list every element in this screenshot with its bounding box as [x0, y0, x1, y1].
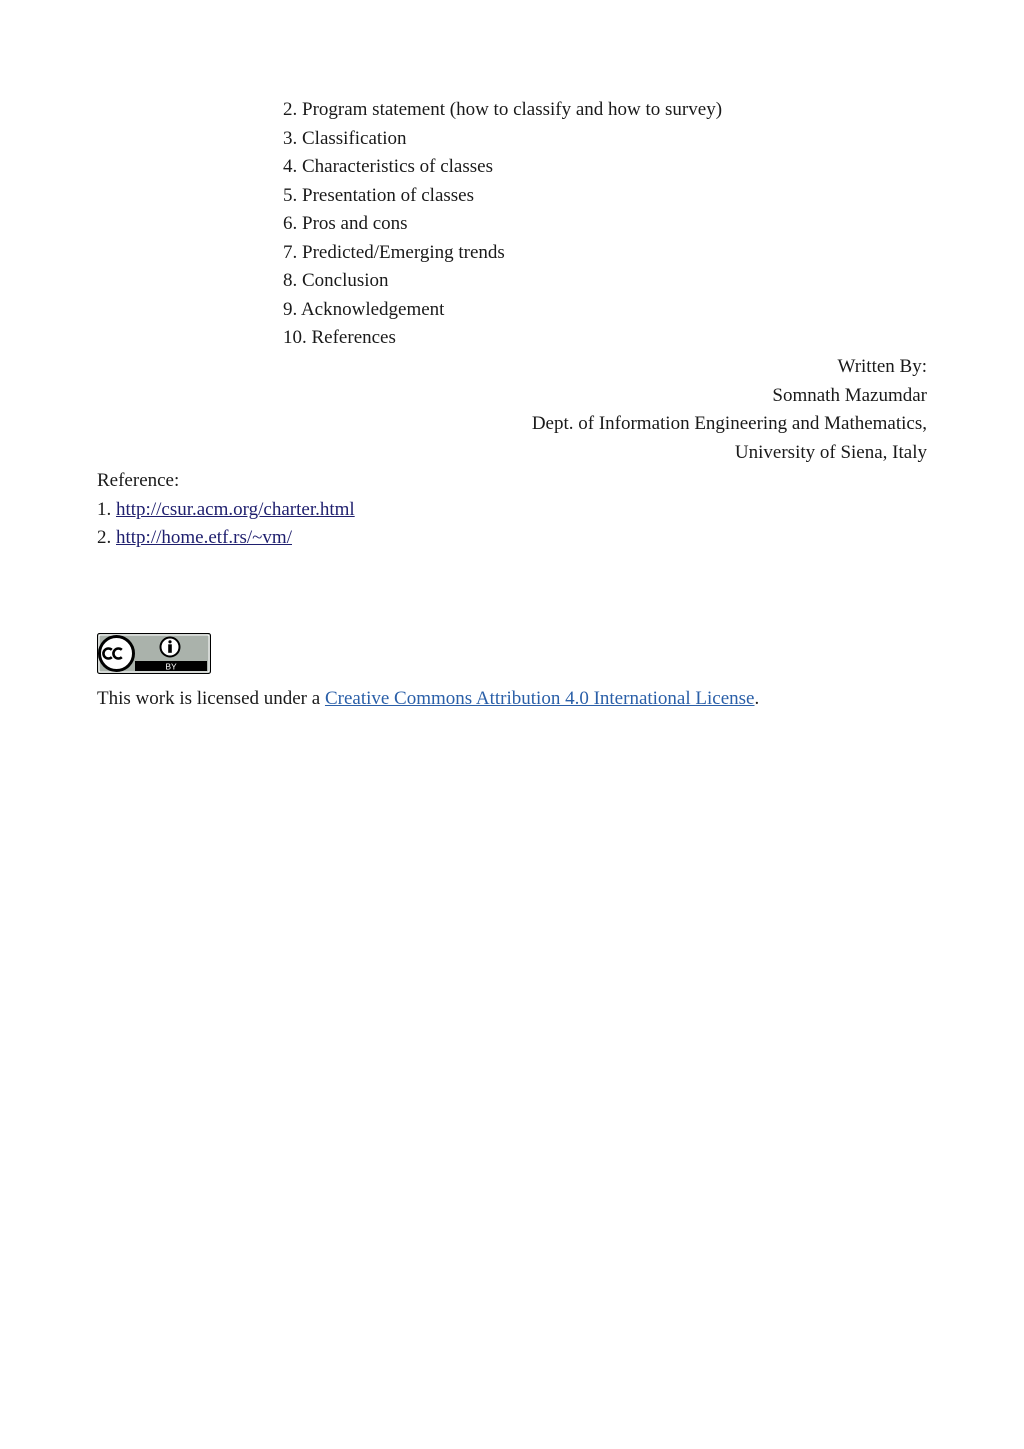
license-suffix-text: .	[754, 688, 760, 709]
author-name: Somnath Mazumdar	[772, 384, 927, 406]
reference-item	[97, 524, 355, 553]
author-university: University of Siena, Italy	[734, 441, 927, 463]
outline-item: 3. Classification	[283, 127, 407, 149]
written-by-label: Written By:	[837, 356, 927, 377]
survey-outline-list	[283, 96, 722, 353]
outline-item: 9. Acknowledgement	[283, 298, 445, 320]
outline-item: 6. Pros and cons	[283, 213, 408, 234]
outline-item: 4. Characteristics of classes	[283, 156, 493, 177]
outline-item: 5. Presentation of classes	[283, 184, 475, 206]
reference-section	[97, 467, 355, 553]
cc-by-license-badge-icon[interactable]	[97, 633, 211, 674]
author-block	[532, 353, 927, 467]
license-statement	[97, 685, 759, 714]
reference-item	[97, 496, 355, 525]
outline-item: 2. Program statement (how to classify and how to survey)	[283, 99, 723, 120]
license-link[interactable]: Creative Commons Attribution 4.0 International License	[324, 688, 755, 709]
badge-by-label: BY	[165, 661, 177, 672]
reference-link[interactable]: http://csur.acm.org/charter.html	[116, 498, 355, 520]
license-prefix-text: This work is licensed under a	[97, 688, 325, 709]
outline-item: 10. References	[283, 327, 396, 348]
reference-number: 1.	[97, 498, 116, 520]
reference-link[interactable]: http://home.etf.rs/~vm/	[116, 527, 292, 548]
outline-item: 7. Predicted/Emerging trends	[283, 241, 505, 263]
reference-heading: Reference:	[97, 470, 180, 491]
author-department: Dept. of Information Engineering and Mathematics,	[531, 413, 927, 434]
reference-number: 2.	[97, 527, 116, 548]
outline-item: 8. Conclusion	[283, 270, 389, 291]
